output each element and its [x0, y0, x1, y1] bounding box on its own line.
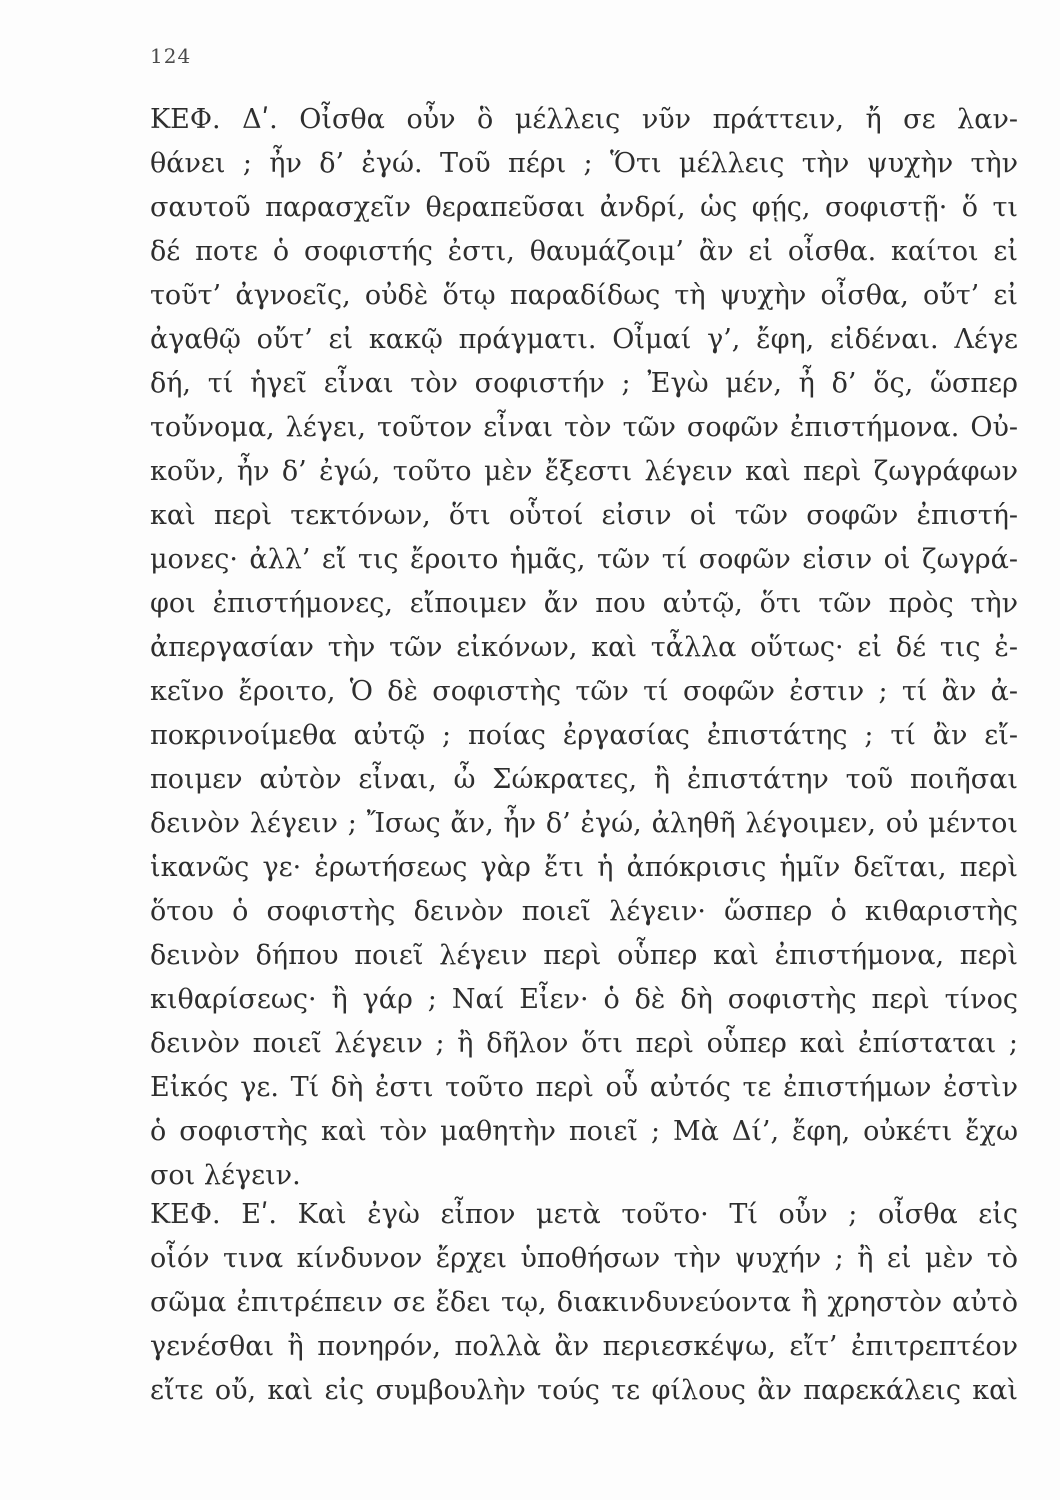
text-line: δεινὸν δήπου ποιεῖ λέγειν περὶ οὗπερ καὶ ἐπιστήμονα, περὶ [150, 940, 1018, 971]
text-line: σῶμα ἐπιτρέπειν σε ἔδει τῳ, διακινδυνεύοντα ἢ χρηστὸν αὐτὸ [150, 1287, 1018, 1318]
text-line: μονες· ἀλλ’ εἴ τις ἔροιτο ἡμᾶς, τῶν τί σοφῶν εἰσιν οἱ ζωγρά- [150, 544, 1018, 575]
text-line: θάνει ; ἦν δ’ ἐγώ. Τοῦ πέρι ; Ὅτι μέλλεις τὴν ψυχὴν τὴν [150, 148, 1018, 179]
text-line: ποιμεν αὐτὸν εἶναι, ὦ Σώκρατες, ἢ ἐπιστάτην τοῦ ποιῆσαι [150, 764, 1018, 795]
text-line: ΚΕΦ. Εʹ. Καὶ ἐγὼ εἶπον μετὰ τοῦτο· Τί οὖν ; οἶσθα εἰς [150, 1199, 1018, 1230]
text-line: ἀπεργασίαν τὴν τῶν εἰκόνων, καὶ τἆλλα οὕτως· εἰ δέ τις ἐ- [150, 632, 1018, 663]
text-line: γενέσθαι ἢ πονηρόν, πολλὰ ἂν περιεσκέψω, εἴτ’ ἐπιτρεπτέον [150, 1331, 1018, 1362]
text-line: ὁ σοφιστὴς καὶ τὸν μαθητὴν ποιεῖ ; Μὰ Δί’, ἔφη, οὐκέτι ἔχω [150, 1116, 1018, 1147]
text-line: ὅτου ὁ σοφιστὴς δεινὸν ποιεῖ λέγειν· ὥσπερ ὁ κιθαριστὴς [150, 896, 1018, 927]
text-line: εἴτε οὔ, καὶ εἰς συμβουλὴν τούς τε φίλους ἂν παρεκάλεις καὶ [150, 1375, 1018, 1406]
text-line: κιθαρίσεως· ἢ γάρ ; Ναί Εἶεν· ὁ δὲ δὴ σοφιστὴς περὶ τίνος [150, 984, 1018, 1015]
text-line: σαυτοῦ παρασχεῖν θεραπεῦσαι ἀνδρί, ὡς φῄς, σοφιστῇ· ὅ τι [150, 192, 1018, 223]
text-line: ΚΕΦ. Δʹ. Οἶσθα οὖν ὃ μέλλεις νῦν πράττειν, ἤ σε λαν- [150, 104, 1018, 135]
text-line: δεινὸν λέγειν ; Ἴσως ἄν, ἦν δ’ ἐγώ, ἀληθῆ λέγοιμεν, οὐ μέντοι [150, 808, 1018, 839]
text-line: δεινὸν ποιεῖ λέγειν ; ἢ δῆλον ὅτι περὶ οὗπερ καὶ ἐπίσταται ; [150, 1028, 1018, 1059]
text-line: σοι λέγειν. [150, 1160, 301, 1191]
text-line: τοῦτ’ ἀγνοεῖς, οὐδὲ ὅτῳ παραδίδως τὴ ψυχὴν οἶσθα, οὔτ’ εἰ [150, 280, 1018, 311]
text-line: κεῖνο ἔροιτο, Ὁ δὲ σοφιστὴς τῶν τί σοφῶν ἐστιν ; τί ἂν ἀ- [150, 676, 1018, 707]
text-line: δή, τί ἡγεῖ εἶναι τὸν σοφιστήν ; Ἐγὼ μέν, ἦ δ’ ὅς, ὥσπερ [150, 368, 1018, 399]
page-number: 124 [150, 44, 192, 68]
text-line: φοι ἐπιστήμονες, εἴποιμεν ἄν που αὐτῷ, ὅτι τῶν πρὸς τὴν [150, 588, 1018, 619]
text-line: Εἰκός γε. Τί δὴ ἐστι τοῦτο περὶ οὗ αὐτός τε ἐπιστήμων ἐστὶν [150, 1072, 1018, 1103]
text-line: ποκρινοίμεθα αὐτῷ ; ποίας ἐργασίας ἐπιστάτης ; τί ἂν εἴ- [150, 720, 1018, 751]
text-line: ἀγαθῷ οὔτ’ εἰ κακῷ πράγματι. Οἶμαί γ’, ἔφη, εἰδέναι. Λέγε [150, 324, 1018, 355]
text-line: τοὔνομα, λέγει, τοῦτον εἶναι τὸν τῶν σοφῶν ἐπιστήμονα. Οὐ- [150, 412, 1018, 443]
paragraph-chapter-5 [150, 1193, 1018, 1413]
text-line: καὶ περὶ τεκτόνων, ὅτι οὗτοί εἰσιν οἱ τῶν σοφῶν ἐπιστή- [150, 500, 1018, 531]
paragraph-chapter-4 [150, 98, 1018, 1198]
text-line: κοῦν, ἦν δ’ ἐγώ, τοῦτο μὲν ἔξεστι λέγειν καὶ περὶ ζωγράφων [150, 456, 1018, 487]
text-line: δέ ποτε ὁ σοφιστής ἐστι, θαυμάζοιμ’ ἂν εἰ οἶσθα. καίτοι εἰ [150, 236, 1018, 267]
text-line: οἷόν τινα κίνδυνον ἔρχει ὑποθήσων τὴν ψυχήν ; ἢ εἰ μὲν τὸ [150, 1243, 1018, 1274]
text-line: ἱκανῶς γε· ἐρωτήσεως γὰρ ἔτι ἡ ἀπόκρισις ἡμῖν δεῖται, περὶ [150, 852, 1018, 883]
